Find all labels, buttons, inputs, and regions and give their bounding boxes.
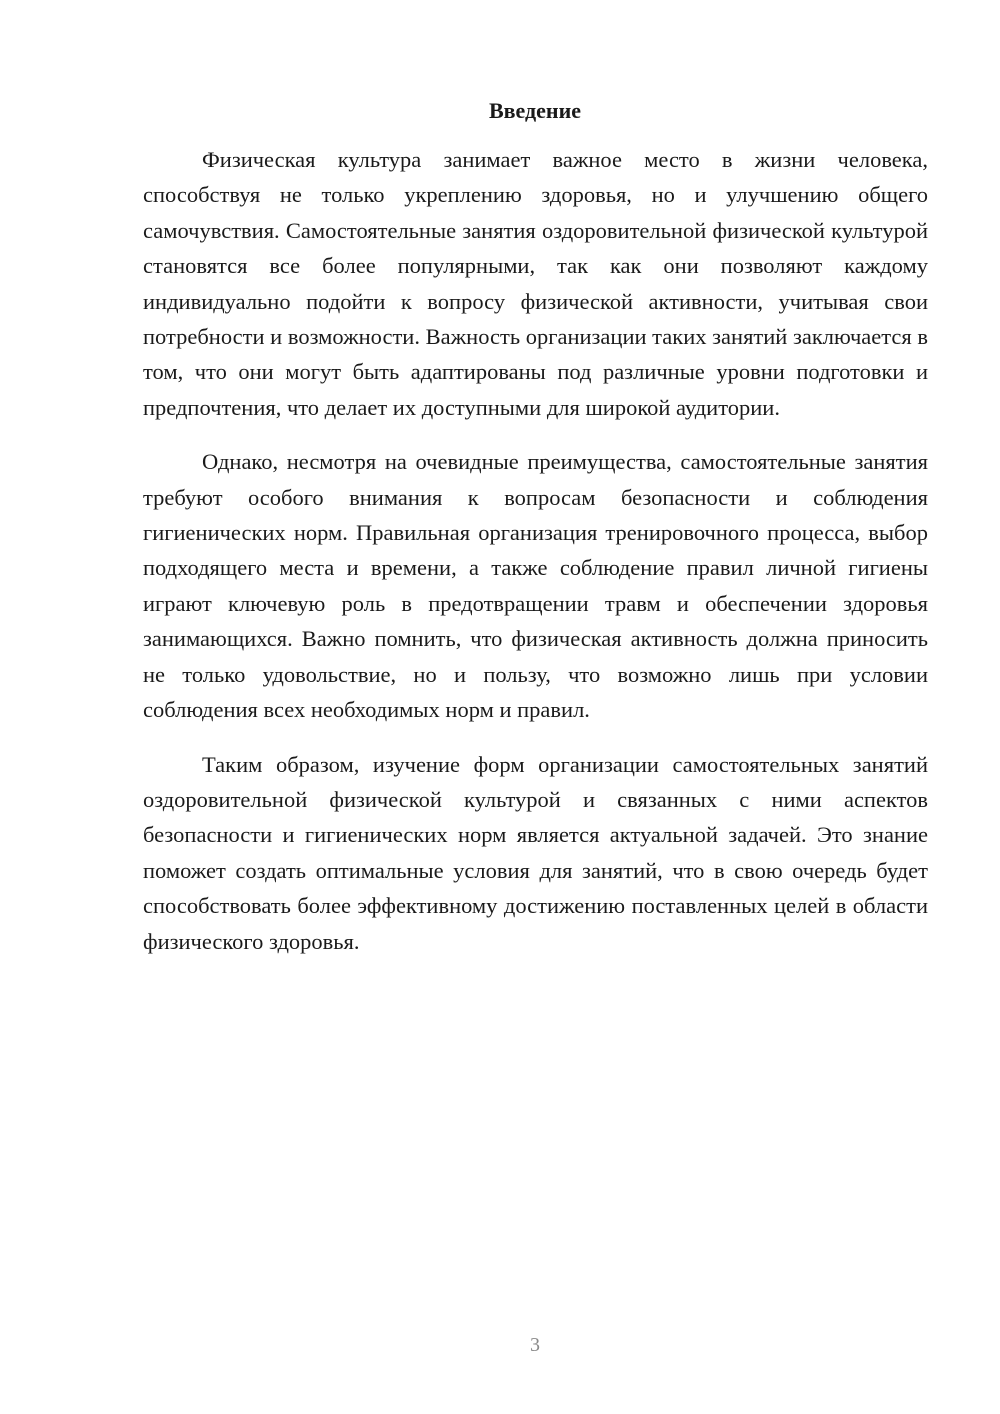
body-text — [143, 142, 928, 978]
paragraph-3: Таким образом, изучение форм организации самостоятельных занятий оздоровительной физической культурой и связанных с ними аспектов безопасности и гигиенических норм является актуальной задачей. Это знание поможет создать оптимальные условия для занятий, что в свою очередь будет способствовать более эффективному достижению поставленных целей в области физического здоровья. — [143, 751, 928, 954]
section-heading: Введение — [488, 98, 582, 123]
page-number: 3 — [530, 1334, 540, 1356]
paragraph-2: Однако, несмотря на очевидные преимущества, самостоятельные занятия требуют особого внимания к вопросам безопасности и соблюдения гигиенических норм. Правильная организация тренировочного процесса, выбор подходящего места и времени, а также соблюдение правил личной гигиены играют ключевую роль в предотвращении травм и обеспечении здоровья занимающихся. Важно помнить, что физическая активность должна приносить не только удовольствие, но и пользу, что возможно лишь при условии соблюдения всех необходимых норм и правил. — [143, 449, 928, 723]
paragraph-1: Физическая культура занимает важное место в жизни человека, способствуя не только укреплению здоровья, но и улучшению общего самочувствия. Самостоятельные занятия оздоровительной физической культурой становятся все более популярными, так как они позволяют каждому индивидуально подойти к вопросу физической активности, учитывая свои потребности и возможности. Важность организации таких занятий заключается в том, что они могут быть адаптированы под различные уровни подготовки и предпочтения, что делает их доступными для широкой аудитории. — [143, 147, 928, 420]
